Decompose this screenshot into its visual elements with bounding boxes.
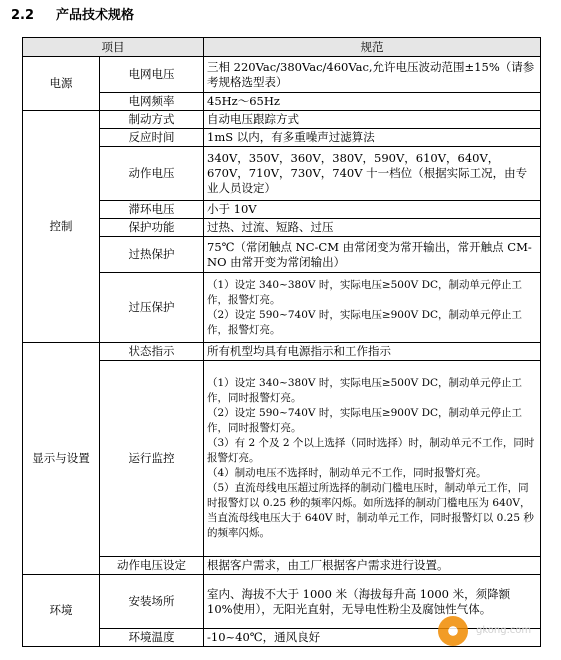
- item-value: 自动电压跟踪方式: [204, 111, 541, 129]
- table-row: [23, 237, 541, 273]
- item-label: 安装场所: [100, 575, 204, 629]
- header-item: 项目: [23, 38, 204, 57]
- overvoltage-line: （2）设定 590~740V 时，实际电压≥900V DC，制动单元停止工作，报警灯亮。: [207, 308, 523, 336]
- item-label: 过热保护: [100, 237, 204, 273]
- item-label: 状态指示: [100, 343, 204, 361]
- overvoltage-line: （1）设定 340~380V 时，实际电压≥500V DC，制动单元停止工作，报警灯亮。: [207, 278, 523, 306]
- item-label: 动作电压: [100, 147, 204, 201]
- item-value: 三相 220Vac/380Vac/460Vac,允许电压波动范围±15%（请参考规格选型表）: [204, 57, 541, 93]
- item-label: 制动方式: [100, 111, 204, 129]
- item-value: [204, 361, 541, 557]
- monitor-line: （2）设定 590~740V 时，实际电压≥900V DC，制动单元停止工作，同时报警灯亮。: [207, 407, 523, 434]
- table-row: [23, 557, 541, 575]
- item-value: 1mS 以内，有多重噪声过滤算法: [204, 129, 541, 147]
- table-row: [23, 273, 541, 343]
- table-row: [23, 201, 541, 219]
- item-label: 电网电压: [100, 57, 204, 93]
- item-label: 滞环电压: [100, 201, 204, 219]
- category-control: 控制: [23, 111, 100, 343]
- spec-table: [22, 37, 541, 647]
- category-environment: 环境: [23, 575, 100, 647]
- item-value: [204, 273, 541, 343]
- table-row: [23, 57, 541, 93]
- category-power: 电源: [23, 57, 100, 111]
- item-value: 所有机型均具有电源指示和工作指示: [204, 343, 541, 361]
- item-label: 电网频率: [100, 93, 204, 111]
- item-value: 75℃（常闭触点 NC-CM 由常闭变为常开输出，常开触点 CM-NO 由常开变为常闭输出）: [204, 237, 541, 273]
- table-row: [23, 129, 541, 147]
- category-display: 显示与设置: [23, 343, 100, 575]
- table-row: [23, 361, 541, 557]
- watermark: [438, 616, 553, 648]
- item-label: 保护功能: [100, 219, 204, 237]
- item-label: 运行监控: [100, 361, 204, 557]
- item-value: 45Hz～65Hz: [204, 93, 541, 111]
- table-row: [23, 147, 541, 201]
- item-label: 动作电压设定: [100, 557, 204, 575]
- item-value: -10~40℃，通风良好: [204, 629, 541, 647]
- section-number: 2.2: [11, 8, 35, 23]
- watermark-text: gkong.com: [476, 625, 532, 636]
- table-row: [23, 219, 541, 237]
- item-value: 340V，350V，360V，380V，590V，610V，640V，670V，710V，730V，740V 十一档位（根据实际工况，由专业人员设定）: [204, 147, 541, 201]
- item-label: 环境温度: [100, 629, 204, 647]
- item-value: 室内、海拔不大于 1000 米（海拔每升高 1000 米，须降额 10%使用），无阳光直射，无导电性粉尘及腐蚀性气体。: [204, 575, 541, 629]
- monitor-line: （5）直流母线电压超过所选择的制动门槛电压时，制动单元工作，同时报警灯以 0.25 秒的频率闪烁。如所选择的制动门槛电压为 640V，当直流母线电压大于 640V 时，制动单元工作，同时报警灯以 0.25 秒的频率闪烁。: [207, 482, 534, 539]
- section-title: 产品技术规格: [56, 8, 135, 23]
- header-spec: 规范: [204, 38, 541, 57]
- item-value: 根据客户需求，由工厂根据客户需求进行设置。: [204, 557, 541, 575]
- table-row: [23, 343, 541, 361]
- item-value: 过热、过流、短路、过压: [204, 219, 541, 237]
- item-label: 反应时间: [100, 129, 204, 147]
- table-row: [23, 93, 541, 111]
- gear-logo-icon: [438, 616, 468, 646]
- section-heading: [11, 4, 134, 23]
- monitor-line: （1）设定 340~380V 时，实际电压≥500V DC，制动单元停止工作，同时报警灯亮。: [207, 377, 523, 404]
- item-label: 过压保护: [100, 273, 204, 343]
- table-header-row: [23, 38, 541, 57]
- item-value: 小于 10V: [204, 201, 541, 219]
- table-row: [23, 111, 541, 129]
- monitor-line: （3）有 2 个及 2 个以上选择（同时选择）时，制动单元不工作，同时报警灯亮。: [207, 437, 535, 464]
- monitor-line: （4）制动电压不选择时，制动单元不工作，同时报警灯亮。: [207, 467, 487, 479]
